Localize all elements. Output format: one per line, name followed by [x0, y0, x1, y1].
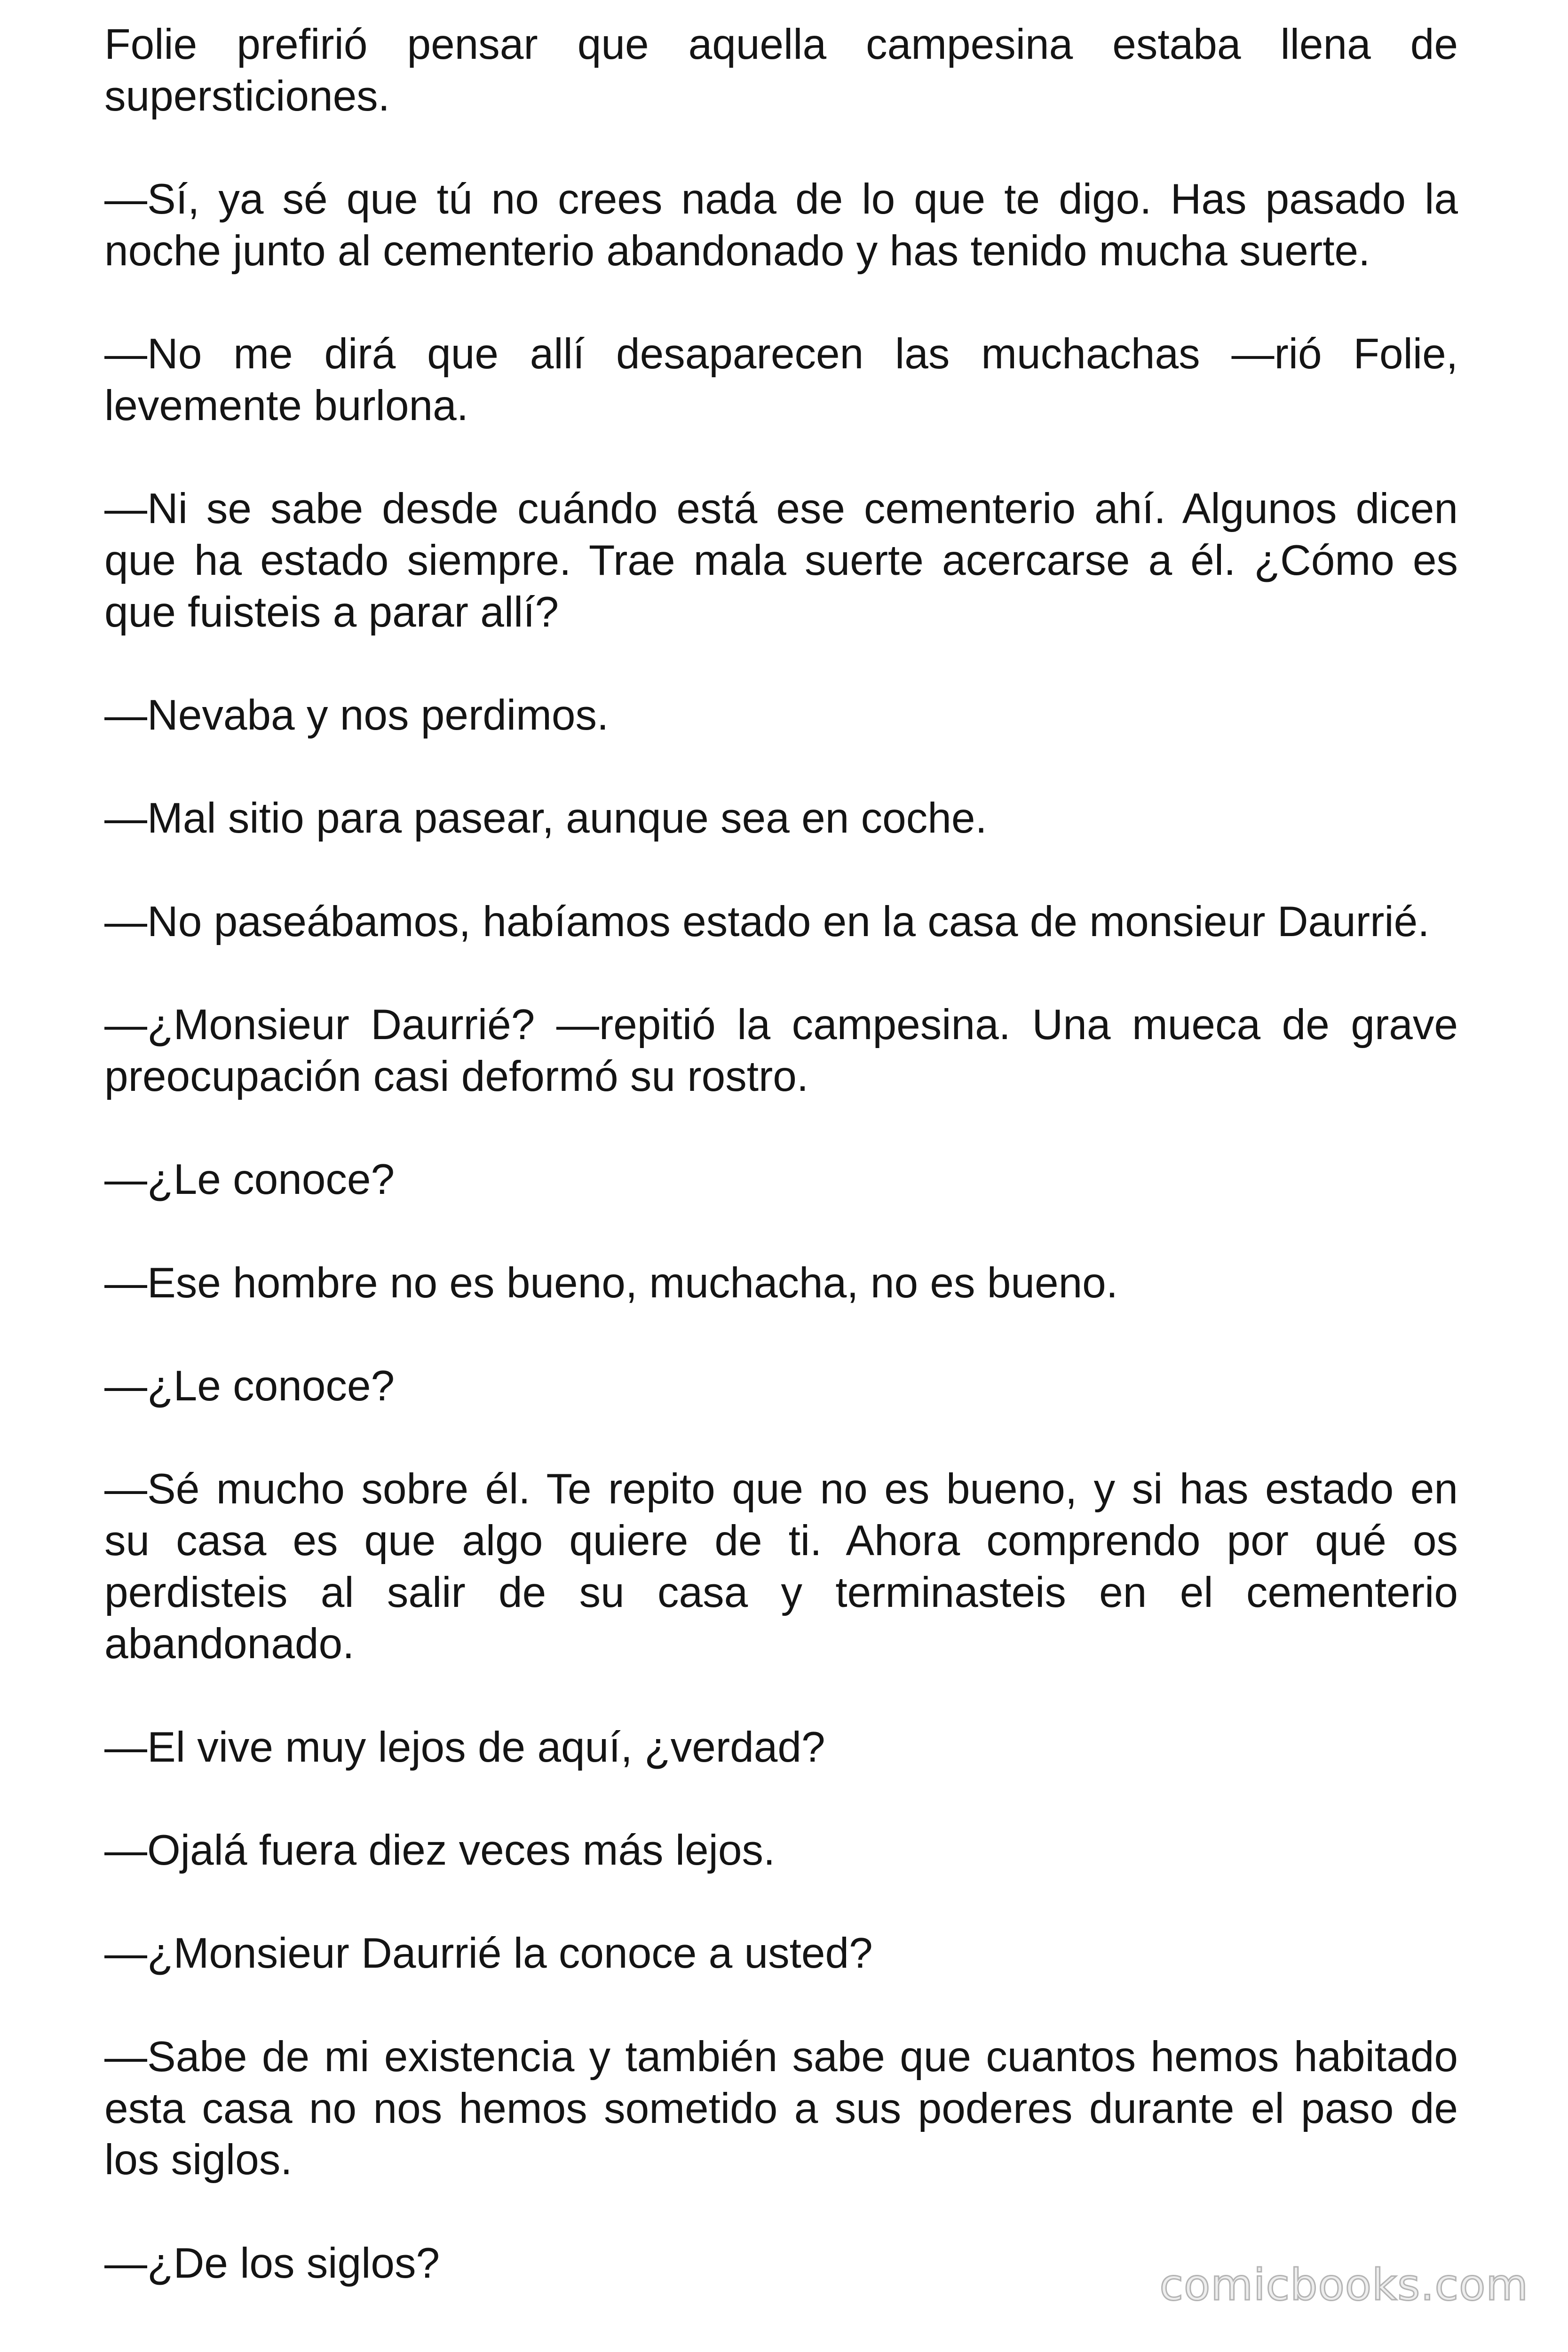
- text-line: —¿Le conoce?: [104, 1362, 395, 1410]
- paragraph: [104, 1257, 1458, 1309]
- text-line: noche junto al cementerio abandonado y has tenido mucha suerte.: [104, 227, 1370, 275]
- text-line: levemente burlona.: [104, 381, 468, 429]
- text-line: —Ese hombre no es bueno, muchacha, no es bueno.: [104, 1259, 1118, 1307]
- text-line: —Nevaba y nos perdimos.: [104, 691, 609, 739]
- paragraph: [104, 793, 1458, 844]
- text-line: —¿De los siglos?: [104, 2239, 440, 2287]
- text-line: —¿Le conoce?: [104, 1156, 395, 1204]
- text-line: —Mal sitio para pasear, aunque sea en coche.: [104, 795, 987, 842]
- text-line: abandonado.: [104, 1620, 355, 1668]
- text-line: los siglos.: [104, 2136, 293, 2184]
- text-line: —¿Monsieur Daurrié la conoce a usted?: [104, 1930, 873, 1978]
- text-line: —El vive muy lejos de aquí, ¿verdad?: [104, 1723, 825, 1771]
- text-line: perdisteis al salir de su casa y terminasteis en el cementerio: [104, 1568, 1458, 1616]
- text-line: —Ni se sabe desde cuándo está ese cementerio ahí. Algunos dicen: [104, 485, 1458, 533]
- paragraph: [104, 1825, 1458, 1876]
- text-line: que fuisteis a parar allí?: [104, 588, 559, 636]
- paragraph: [104, 1722, 1458, 1773]
- watermark-text: comicbooks.com: [1159, 2260, 1528, 2310]
- text-line: preocupación casi deformó su rostro.: [104, 1052, 809, 1100]
- text-line: —Sí, ya sé que tú no crees nada de lo que te digo. Has pasado la: [104, 175, 1458, 223]
- text-line: su casa es que algo quiere de ti. Ahora comprendo por qué os: [104, 1517, 1458, 1565]
- text-line: supersticiones.: [104, 72, 390, 120]
- paragraph: [104, 328, 1458, 431]
- paragraph: [104, 1463, 1458, 1670]
- paragraph: [104, 1928, 1458, 1979]
- text-line: —Ojalá fuera diez veces más lejos.: [104, 1827, 776, 1875]
- paragraph: [104, 1154, 1458, 1206]
- paragraph: [104, 690, 1458, 741]
- text-line: —No paseábamos, habíamos estado en la casa de monsieur Daurrié.: [104, 898, 1430, 946]
- paragraph: [104, 2031, 1458, 2186]
- paragraph: [104, 1360, 1458, 1412]
- text-line: esta casa no nos hemos sometido a sus poderes durante el paso de: [104, 2084, 1458, 2132]
- paragraph: [104, 19, 1458, 122]
- text-line: —Sabe de mi existencia y también sabe que cuantos hemos habitado: [104, 2033, 1458, 2081]
- paragraph: [104, 174, 1458, 277]
- book-page-text: [104, 19, 1458, 2289]
- text-line: Folie prefirió pensar que aquella campesina estaba llena de: [104, 21, 1458, 68]
- paragraph: [104, 483, 1458, 638]
- paragraph: [104, 999, 1458, 1102]
- text-line: —No me dirá que allí desaparecen las muchachas —rió Folie,: [104, 330, 1458, 378]
- text-line: —¿Monsieur Daurrié? —repitió la campesina. Una mueca de grave: [104, 1001, 1458, 1049]
- text-line: que ha estado siempre. Trae mala suerte acercarse a él. ¿Cómo es: [104, 536, 1458, 584]
- text-line: —Sé mucho sobre él. Te repito que no es bueno, y si has estado en: [104, 1465, 1458, 1513]
- paragraph: [104, 896, 1458, 948]
